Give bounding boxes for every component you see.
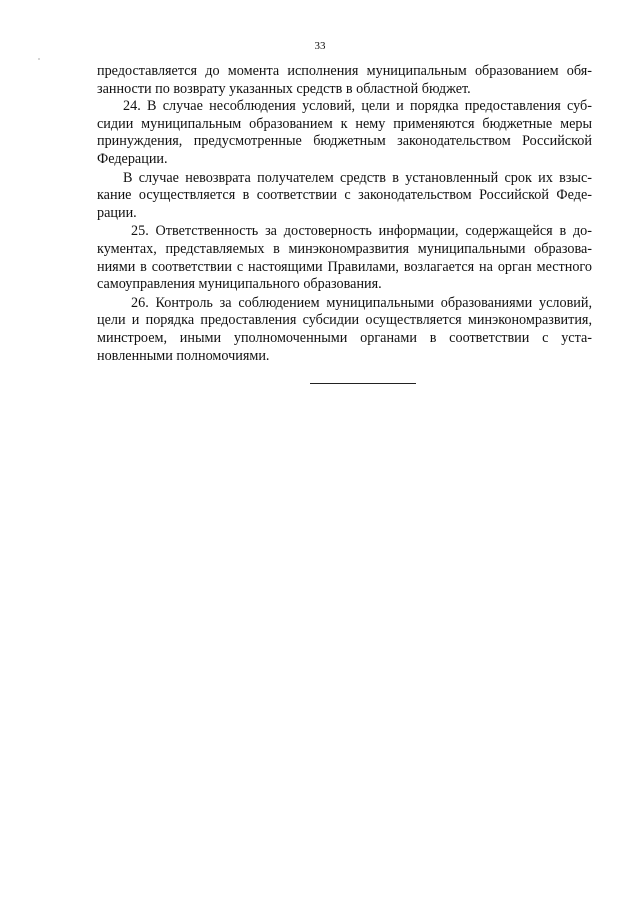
- paragraph-item-24: 24. В случае несоблюдения условий, цели и порядка предоставления субсидии муниципальным образованием к нему применяются бюджетные меры принуждения, предусмотренные бюджетным законодательством Российской Федерации.: [97, 98, 592, 167]
- end-of-text-rule: [310, 383, 416, 384]
- scan-artifact-dot: [38, 58, 40, 60]
- paragraph-continuation: предоставляется до момента исполнения муниципальным образованием обязанности по возврату указанных средств в областной бюджет.: [97, 63, 592, 97]
- page-number: 33: [314, 40, 326, 52]
- document-body: [97, 63, 592, 365]
- paragraph-non-return: В случае невозврата получателем средств в установленный срок их взыскание осуществляется в соответствии с законодательством Российской Федерации.: [97, 169, 592, 221]
- paragraph-item-25: 25. Ответственность за достоверность информации, содержащейся в документах, представляемых в минэкономразвития муниципальными образованиями в соответствии с настоящими Правилами, возлагается на орган местного самоуправления муниципального образования.: [97, 223, 592, 293]
- paragraph-item-26: 26. Контроль за соблюдением муниципальными образованиями условий, цели и порядка предоставления субсидии осуществляется минэкономразвития, минстроем, иными уполномоченными органами в соответствии с установленными полномочиями.: [97, 294, 592, 364]
